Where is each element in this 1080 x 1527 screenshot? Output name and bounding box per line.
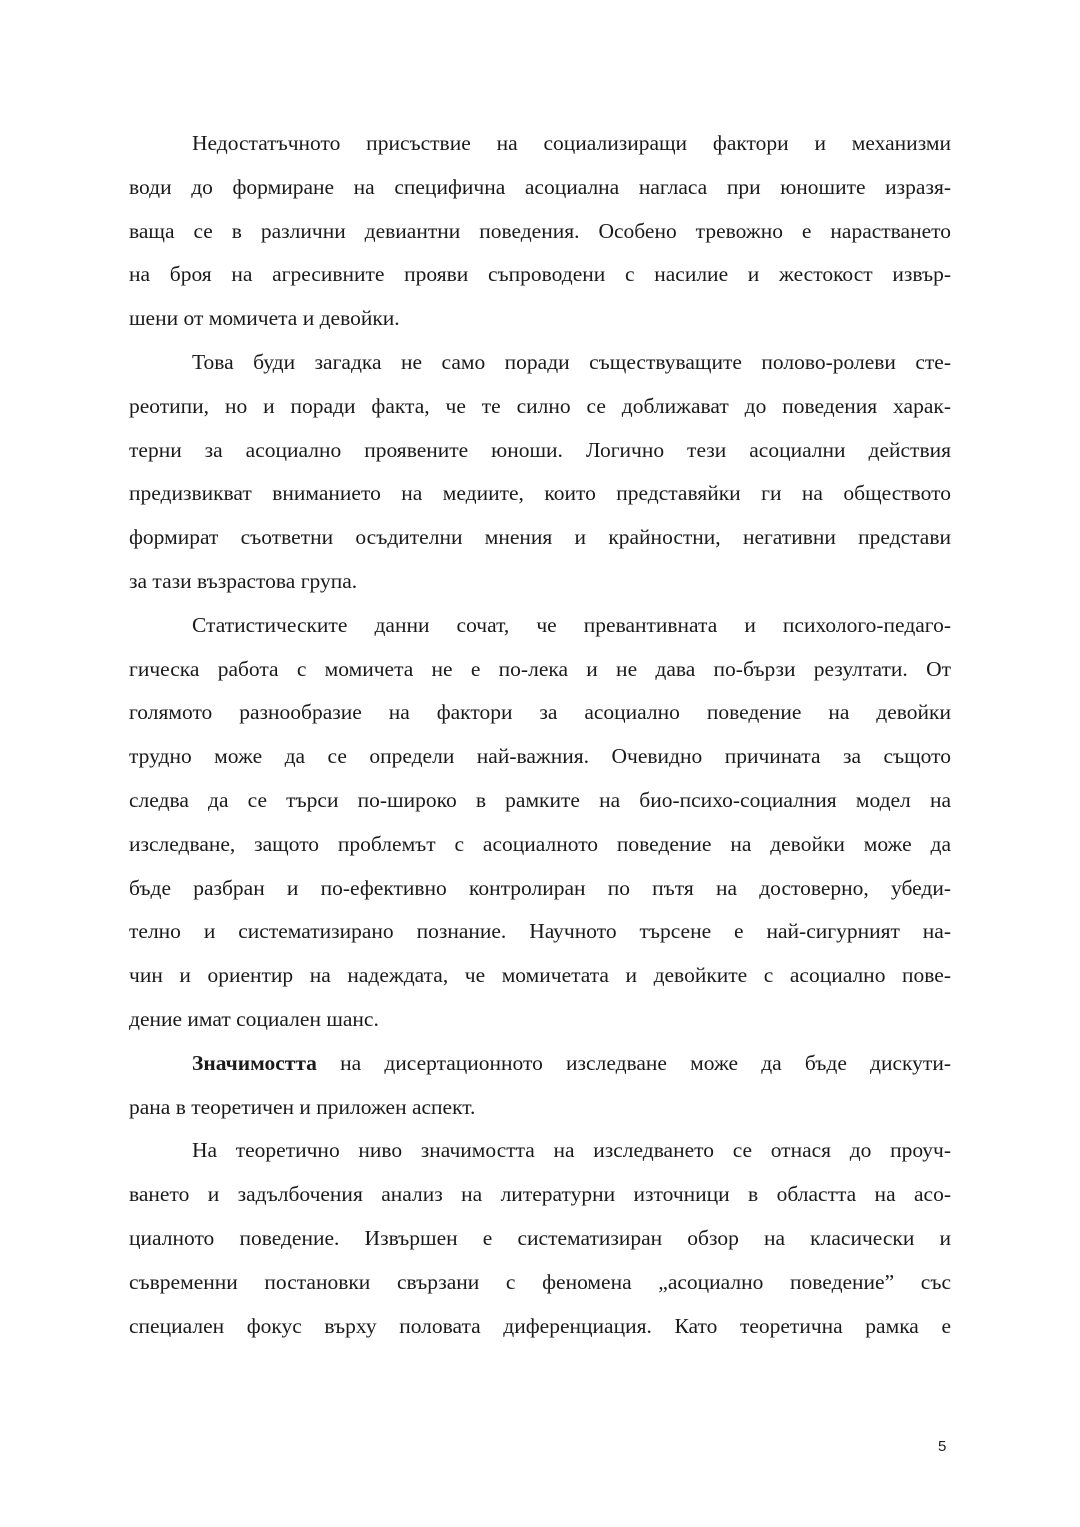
text-line: за тази възрастова група. — [129, 568, 358, 593]
text-line: Статистическите данни сочат, че превантивната и психолого-педаго- — [192, 612, 951, 637]
paragraph — [129, 341, 951, 604]
text-line: изследване, защото проблемът с асоциалното поведение на девойки може да — [129, 831, 951, 856]
text-line: следва да се търси по-широко в рамките на био-психо-социалния модел на — [129, 787, 951, 812]
document-body — [129, 122, 951, 1348]
text-line: гическа работа с момичета не е по-лека и не дава по-бързи резултати. От — [129, 656, 951, 681]
text-line: на броя на агресивните прояви съпроводени с насилие и жестокост извър- — [129, 262, 951, 287]
text-line: ването и задълбочения анализ на литературни източници в областта на асо- — [129, 1182, 951, 1207]
text-line: чин и ориентир на надеждата, че момичетата и девойките с асоциално пове- — [129, 963, 951, 988]
text-line: Недостатъчното присъствие на социализиращи фактори и механизми — [192, 131, 951, 155]
text-line: съвременни постановки свързани с феномена „асоциално поведение” със — [129, 1269, 951, 1294]
text-line: формират съответни осъдителни мнения и крайностни, негативни представи — [129, 525, 951, 550]
text-line: реотипи, но и поради факта, че те силно се доближават до поведения харак- — [129, 393, 951, 418]
text-line: бъде разбран и по-ефективно контролиран по пътя на достоверно, убеди- — [129, 875, 951, 900]
bold-term: Значимостта — [192, 1050, 317, 1075]
text-line: Това буди загадка не само поради съществуващите полово-ролеви сте- — [192, 349, 951, 374]
paragraph — [129, 1129, 951, 1348]
text-line: дение имат социален шанс. — [129, 1006, 379, 1031]
text-fragment: на дисертационното изследване може да бъде дискути- — [316, 1050, 951, 1075]
text-line: специален фокус върху половата диференциация. Като теоретична рамка е — [129, 1313, 951, 1338]
text-line: циалното поведение. Извършен е систематизиран обзор на класически и — [129, 1225, 951, 1250]
paragraph — [129, 1042, 951, 1130]
text-line: шени от момичета и девойки. — [129, 306, 400, 331]
paragraph — [129, 122, 951, 341]
page-number: 5 — [938, 1438, 947, 1455]
text-line — [129, 1042, 951, 1086]
text-line: предизвикват вниманието на медиите, които представяйки ги на обществото — [129, 481, 951, 506]
text-line: терни за асоциално проявените юноши. Логично тези асоциални действия — [129, 437, 951, 462]
text-line: телно и систематизирано познание. Научното търсене е най-сигурният на- — [129, 919, 951, 944]
text-line: води до формиране на специфична асоциална нагласа при юношите изразя- — [129, 174, 951, 199]
text-line: трудно може да се определи най-важния. Очевидно причината за същото — [129, 744, 951, 769]
paragraph — [129, 604, 951, 1042]
text-line: На теоретично ниво значимостта на изследването се отнася до проуч- — [192, 1138, 951, 1163]
text-line: ваща се в различни девиантни поведения. Особено тревожно е нарастването — [129, 218, 951, 243]
text-line: рана в теоретичен и приложен аспект. — [129, 1094, 476, 1119]
text-line: голямото разнообразие на фактори за асоциално поведение на девойки — [129, 700, 951, 725]
